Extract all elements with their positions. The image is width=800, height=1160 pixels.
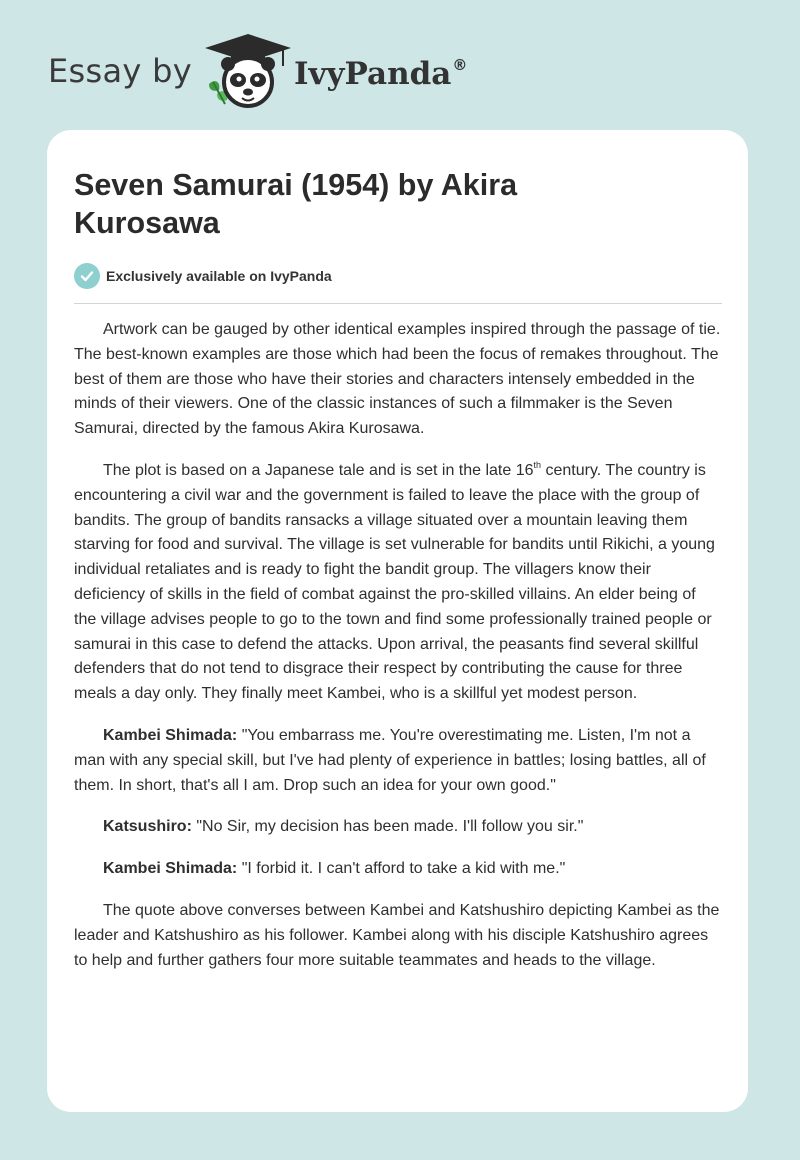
dialogue-line: Katsushiro: "No Sir, my decision has been made. I'll follow you sir." — [103, 818, 584, 836]
essay-body — [74, 318, 722, 990]
essay-by-label: Essay by — [48, 52, 192, 90]
site-header — [48, 30, 508, 110]
panda-logo-icon[interactable] — [203, 32, 293, 110]
speaker-name: Katsushiro: — [103, 818, 192, 836]
divider — [74, 303, 722, 304]
speaker-name: Kambei Shimada: — [103, 860, 238, 878]
exclusive-badge — [74, 263, 332, 289]
exclusive-label: Exclusively available on IvyPanda — [106, 268, 332, 284]
dialogue-line: Kambei Shimada: "I forbid it. I can't afford to take a kid with me." — [103, 860, 566, 878]
dialogue-line: Kambei Shimada: "You embarrass me. You're overestimating me. Listen, I'm not a man with any special skill, but I've had plenty of experience in battles; losing battles, all of them. In short, that's all I am. Drop such an idea for your own good." — [74, 726, 706, 794]
paragraph: The quote above converses between Kambei and Katshushiro depicting Kambei as the leader and Katshushiro as his follower. Kambei along with his disciple Katshushiro agrees to help and further gathers four more suitable teammates and heads to the village. — [74, 901, 720, 969]
checkmark-icon — [74, 263, 100, 289]
brand-name[interactable]: IvyPanda® — [294, 56, 468, 92]
paragraph: Artwork can be gauged by other identical examples inspired through the passage of tie. The best-known examples are those which had been the focus of remakes throughout. The best of them are those who have their stories and characters intensely embedded in the minds of their viewers. One of the classic instances of such a filmmaker is the Seven Samurai, directed by the famous Akira Kurosawa. — [74, 321, 721, 438]
paragraph: The plot is based on a Japanese tale and is set in the late 16th century. The country is encountering a civil war and the government is failed to leave the place with the group of bandits. The group of bandits ransacks a village situated over a mountain leaving them starving for food and survival. The village is set vulnerable for bandits until Rikichi, a young individual retaliates and is ready to fight the bandit group. The villagers know their deficiency of skills in the field of combat against the pro-skilled villains. An elder being of the village advises people to go to the town and find some professionally trained people or samurai in this case to defend the attacks. Upon arrival, the peasants find several skillful defenders that do not tend to disgrace their respect by contributing the cause for three meals a day only. They finally meet Kambei, who is a skillful yet modest person. — [74, 459, 715, 703]
speaker-name: Kambei Shimada: — [103, 726, 238, 744]
essay-card — [47, 130, 748, 1112]
essay-title: Seven Samurai (1954) by Akira Kurosawa — [74, 168, 518, 240]
